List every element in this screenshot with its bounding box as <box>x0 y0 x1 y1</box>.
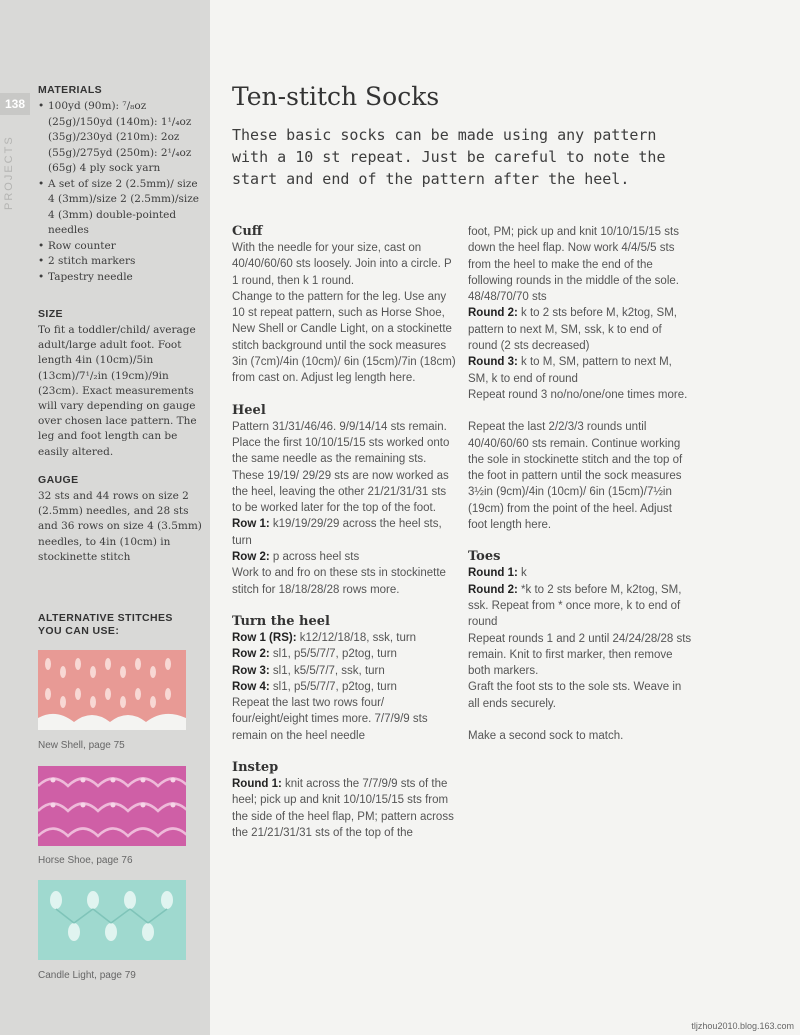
row-label: Row 4: <box>232 680 270 693</box>
instep-round-1 <box>232 776 457 841</box>
row-text: sl1, p5/5/7/7, p2tog, turn <box>269 680 397 693</box>
swatch-bg <box>38 880 186 960</box>
row-label: Row 3: <box>232 664 270 677</box>
gauge-heading: GAUGE <box>38 474 79 486</box>
row-text: k to 2 sts before M, k2tog, SM, pattern to next M, SM, ssk, k to end of round (2 sts decreased) <box>468 307 677 353</box>
heel-text: Pattern 31/31/46/46. 9/9/14/14 sts remain. Place the first 10/10/15/15 sts worked onto the same needle as the remaining sts. These 19/19/ 29/29 sts are now worked as the heel, leaving the other 21/21/31/31 sts to be worked later for the top of the foot. <box>232 420 450 515</box>
section-label: PROJECTS <box>3 135 15 210</box>
materials-item: • Row counter <box>38 239 203 255</box>
swatch-caption: Horse Shoe, page 76 <box>38 855 133 866</box>
row-text: *k to 2 sts before M, k2tog, SM, ssk. Repeat from * once more, k to end of round <box>468 583 682 629</box>
swatch-image-new-shell <box>38 650 186 730</box>
row-text: k19/19/29/29 across the heel sts, turn <box>232 518 442 547</box>
page-title: Ten-stitch Socks <box>232 82 440 111</box>
turn-row-4 <box>232 679 457 695</box>
page-number: 138 <box>0 93 30 115</box>
materials-item: • 100yd (90m): ⁷/₈oz (25g)/150yd (140m): 1¹/₄oz (35g)/230yd (210m): 2oz (55g)/275yd (250m): 2¹/₄oz (65g) 4 ply sock yarn <box>38 99 203 177</box>
row-text: k <box>517 567 527 580</box>
row-text: sl1, k5/5/7/7, ssk, turn <box>269 664 385 677</box>
gauge-block <box>38 474 206 565</box>
materials-block <box>38 84 203 285</box>
heel-row-1 <box>232 516 457 549</box>
row-label: Row 2: <box>232 648 270 661</box>
materials-item: • A set of size 2 (2.5mm)/ size 4 (3mm)/size 2 (2.5mm)/size 4 (3mm) double-pointed needles <box>38 177 203 239</box>
heel-text-2: Work to and fro on these sts in stockinette stitch for 18/18/28/28 rows more. <box>232 567 446 596</box>
alternative-stitches-block <box>38 612 206 641</box>
column-left <box>232 224 457 841</box>
swatch-image-horse-shoe <box>38 766 186 846</box>
instep-round-3 <box>468 354 693 387</box>
size-text: To fit a toddler/child/ average adult/large adult foot. Foot length 4in (10cm)/5in (13cm)/7¹/₂in (19cm)/9in (23cm). Exact measurements will vary depending on gauge over chosen lace pattern. The leg and foot length can be easily altered. <box>38 324 197 458</box>
row-text: knit across the 7/7/9/9 sts of the heel; pick up and knit 10/10/15/15 sts from the side of the heel flap, PM; pattern across the 21/21/31/31 sts of the top of the <box>232 778 454 839</box>
row-text: k to M, SM, pattern to next M, SM, k to end of round <box>468 356 672 385</box>
cuff-heading: Cuff <box>232 224 263 239</box>
toes-round-2 <box>468 582 693 631</box>
alternative-stitches-heading: ALTERNATIVE STITCHES YOU CAN USE: <box>38 612 173 637</box>
row-label: Round 2: <box>468 307 518 320</box>
turn-heel-heading: Turn the heel <box>232 613 330 629</box>
row-label: Round 1: <box>468 567 518 580</box>
heel-row-2 <box>232 549 457 565</box>
row-text: p across heel sts <box>269 551 360 564</box>
toes-round-1 <box>468 565 693 581</box>
turn-row-2 <box>232 646 457 662</box>
materials-item: • 2 stitch markers <box>38 254 203 270</box>
swatch-image-candle-light <box>38 880 186 960</box>
materials-heading: MATERIALS <box>38 84 103 96</box>
row-label: Row 1 (RS): <box>232 631 297 644</box>
swatch-caption: Candle Light, page 79 <box>38 970 136 981</box>
row-label: Row 1: <box>232 518 270 531</box>
cuff-text-2: Change to the pattern for the leg. Use any 10 st repeat pattern, such as Horse Shoe, New Shell or Candle Light, on a stockinette stitch background until the sock measures 3in (7cm)/4in (10cm)/ 6in (15cm)/7in (18cm) from cast on. Adjust leg length here. <box>232 290 456 385</box>
column-right <box>468 224 693 744</box>
turn-row-1 <box>232 630 457 646</box>
footer-watermark: tljzhou2010.blog.163.com <box>691 1021 794 1031</box>
turn-text: Repeat the last two rows four/ four/eight/eight times more. 7/7/9/9 sts remain on the heel needle <box>232 697 428 742</box>
turn-row-3 <box>232 663 457 679</box>
intro-text: These basic socks can be made using any pattern with a 10 st repeat. Just be careful to note the start and end of the pattern after the heel. <box>232 126 666 188</box>
row-label: Row 2: <box>232 551 270 564</box>
materials-item: • Tapestry needle <box>38 270 203 286</box>
toes-text-2: Graft the foot sts to the sole sts. Weave in all ends securely. <box>468 681 682 710</box>
row-label: Round 1: <box>232 778 282 791</box>
row-text: sl1, p5/5/7/7, p2tog, turn <box>269 648 397 661</box>
instep-round-2 <box>468 305 693 354</box>
size-heading: SIZE <box>38 308 63 320</box>
instep-continued: foot, PM; pick up and knit 10/10/15/15 sts down the heel flap. Now work 4/4/5/5 sts from the heel to make the end of the following rounds in the middle of the sole. 48/48/70/70 sts <box>468 226 679 304</box>
toes-text: Repeat rounds 1 and 2 until 24/24/28/28 sts remain. Knit to first marker, then remove both markers. <box>468 632 692 678</box>
toes-text-3: Make a second sock to match. <box>468 730 624 743</box>
row-label: Round 2: <box>468 583 518 596</box>
size-block <box>38 308 206 460</box>
gauge-text: 32 sts and 44 rows on size 2 (2.5mm) needles, and 28 sts and 36 rows on size 4 (3.5mm) needles, to 4in (10cm) in stockinette stitch <box>38 490 202 563</box>
instep-heading: Instep <box>232 760 279 776</box>
instep-repeat: Repeat round 3 no/no/one/one times more. <box>468 388 688 401</box>
swatch-caption: New Shell, page 75 <box>38 740 125 751</box>
row-label: Round 3: <box>468 356 518 369</box>
instep-repeat-2: Repeat the last 2/2/3/3 rounds until 40/40/60/60 sts remain. Continue working the sole in stockinette stitch and the top of the foot in pattern until the sock measures 3½in (9cm)/4in (10cm)/ 6in (15cm)/7½in (19cm) from the point of the heel. Adjust foot length here. <box>468 421 683 532</box>
cuff-text: With the needle for your size, cast on 40/40/60/60 sts loosely. Join into a circle. P 1 round, then k 1 round. <box>232 242 452 287</box>
row-text: k12/12/18/18, ssk, turn <box>296 631 417 644</box>
toes-heading: Toes <box>468 549 501 565</box>
heel-heading: Heel <box>232 402 266 418</box>
materials-list <box>38 99 203 285</box>
